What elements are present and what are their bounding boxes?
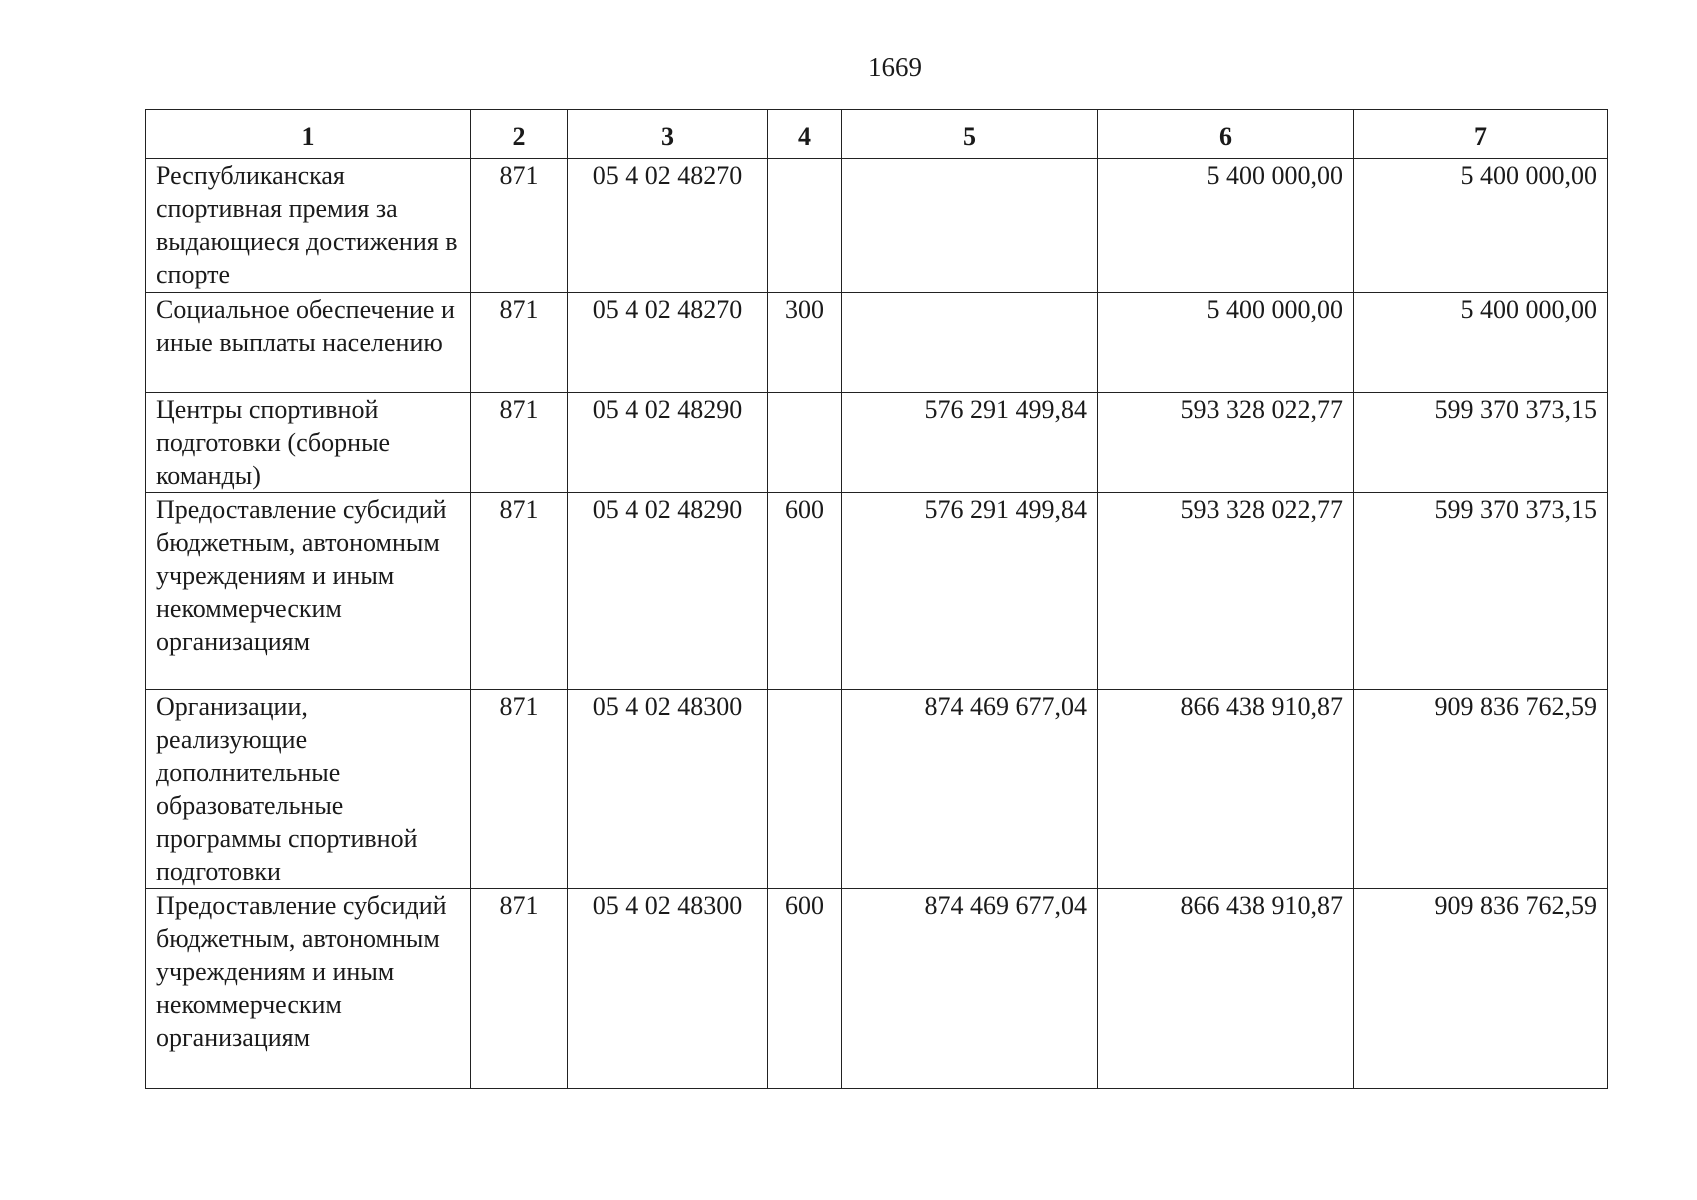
row-code-cell xyxy=(768,690,842,889)
row-amount-cell: 5 400 000,00 xyxy=(1354,159,1608,293)
row-amount-cell: 909 836 762,59 xyxy=(1354,889,1608,1089)
row-code-cell xyxy=(768,159,842,293)
row-name-cell: Предоставление субсидий бюджетным, автономным учреждениям и иным некоммерческим организациям xyxy=(146,889,471,1089)
row-name-cell: Социальное обеспечение и иные выплаты населению xyxy=(146,293,471,393)
header-cell: 7 xyxy=(1354,110,1608,159)
row-code-cell: 600 xyxy=(768,889,842,1089)
row-amount-cell: 5 400 000,00 xyxy=(1098,293,1354,393)
header-cell: 3 xyxy=(568,110,768,159)
table-row xyxy=(146,493,1608,690)
row-name-cell: Центры спортивной подготовки (сборные команды) xyxy=(146,393,471,493)
row-code-cell: 871 xyxy=(471,159,568,293)
row-amount-cell: 593 328 022,77 xyxy=(1098,393,1354,493)
row-code-cell: 871 xyxy=(471,493,568,690)
row-amount-cell: 866 438 910,87 xyxy=(1098,690,1354,889)
row-amount-cell: 5 400 000,00 xyxy=(1354,293,1608,393)
row-amount-cell: 576 291 499,84 xyxy=(842,493,1098,690)
row-amount-cell: 909 836 762,59 xyxy=(1354,690,1608,889)
header-cell: 5 xyxy=(842,110,1098,159)
row-code-cell: 05 4 02 48290 xyxy=(568,493,768,690)
row-code-cell: 05 4 02 48300 xyxy=(568,889,768,1089)
row-amount-cell: 599 370 373,15 xyxy=(1354,493,1608,690)
row-amount-cell xyxy=(842,293,1098,393)
row-code-cell: 05 4 02 48270 xyxy=(568,159,768,293)
row-amount-cell: 874 469 677,04 xyxy=(842,690,1098,889)
row-amount-cell: 593 328 022,77 xyxy=(1098,493,1354,690)
table-row xyxy=(146,889,1608,1089)
header-cell: 1 xyxy=(146,110,471,159)
row-amount-cell xyxy=(842,159,1098,293)
row-code-cell: 871 xyxy=(471,293,568,393)
row-code-cell xyxy=(768,393,842,493)
row-amount-cell: 5 400 000,00 xyxy=(1098,159,1354,293)
header-row xyxy=(146,110,1608,159)
row-code-cell: 871 xyxy=(471,393,568,493)
table-row xyxy=(146,293,1608,393)
row-code-cell: 05 4 02 48300 xyxy=(568,690,768,889)
row-name-cell: Предоставление субсидий бюджетным, автономным учреждениям и иным некоммерческим организациям xyxy=(146,493,471,690)
table-row xyxy=(146,690,1608,889)
header-cell: 4 xyxy=(768,110,842,159)
row-code-cell: 600 xyxy=(768,493,842,690)
row-code-cell: 05 4 02 48270 xyxy=(568,293,768,393)
row-name-cell: Организации, реализующие дополнительные образовательные программы спортивной подготовки xyxy=(146,690,471,889)
table-row xyxy=(146,393,1608,493)
table-row xyxy=(146,159,1608,293)
page-number: 1669 xyxy=(868,52,922,82)
budget-table xyxy=(145,109,1608,1089)
row-amount-cell: 866 438 910,87 xyxy=(1098,889,1354,1089)
row-name-cell: Республиканская спортивная премия за выдающиеся достижения в спорте xyxy=(146,159,471,293)
row-amount-cell: 874 469 677,04 xyxy=(842,889,1098,1089)
row-code-cell: 871 xyxy=(471,889,568,1089)
row-amount-cell: 576 291 499,84 xyxy=(842,393,1098,493)
row-amount-cell: 599 370 373,15 xyxy=(1354,393,1608,493)
row-code-cell: 05 4 02 48290 xyxy=(568,393,768,493)
header-cell: 2 xyxy=(471,110,568,159)
header-cell: 6 xyxy=(1098,110,1354,159)
row-code-cell: 871 xyxy=(471,690,568,889)
row-code-cell: 300 xyxy=(768,293,842,393)
